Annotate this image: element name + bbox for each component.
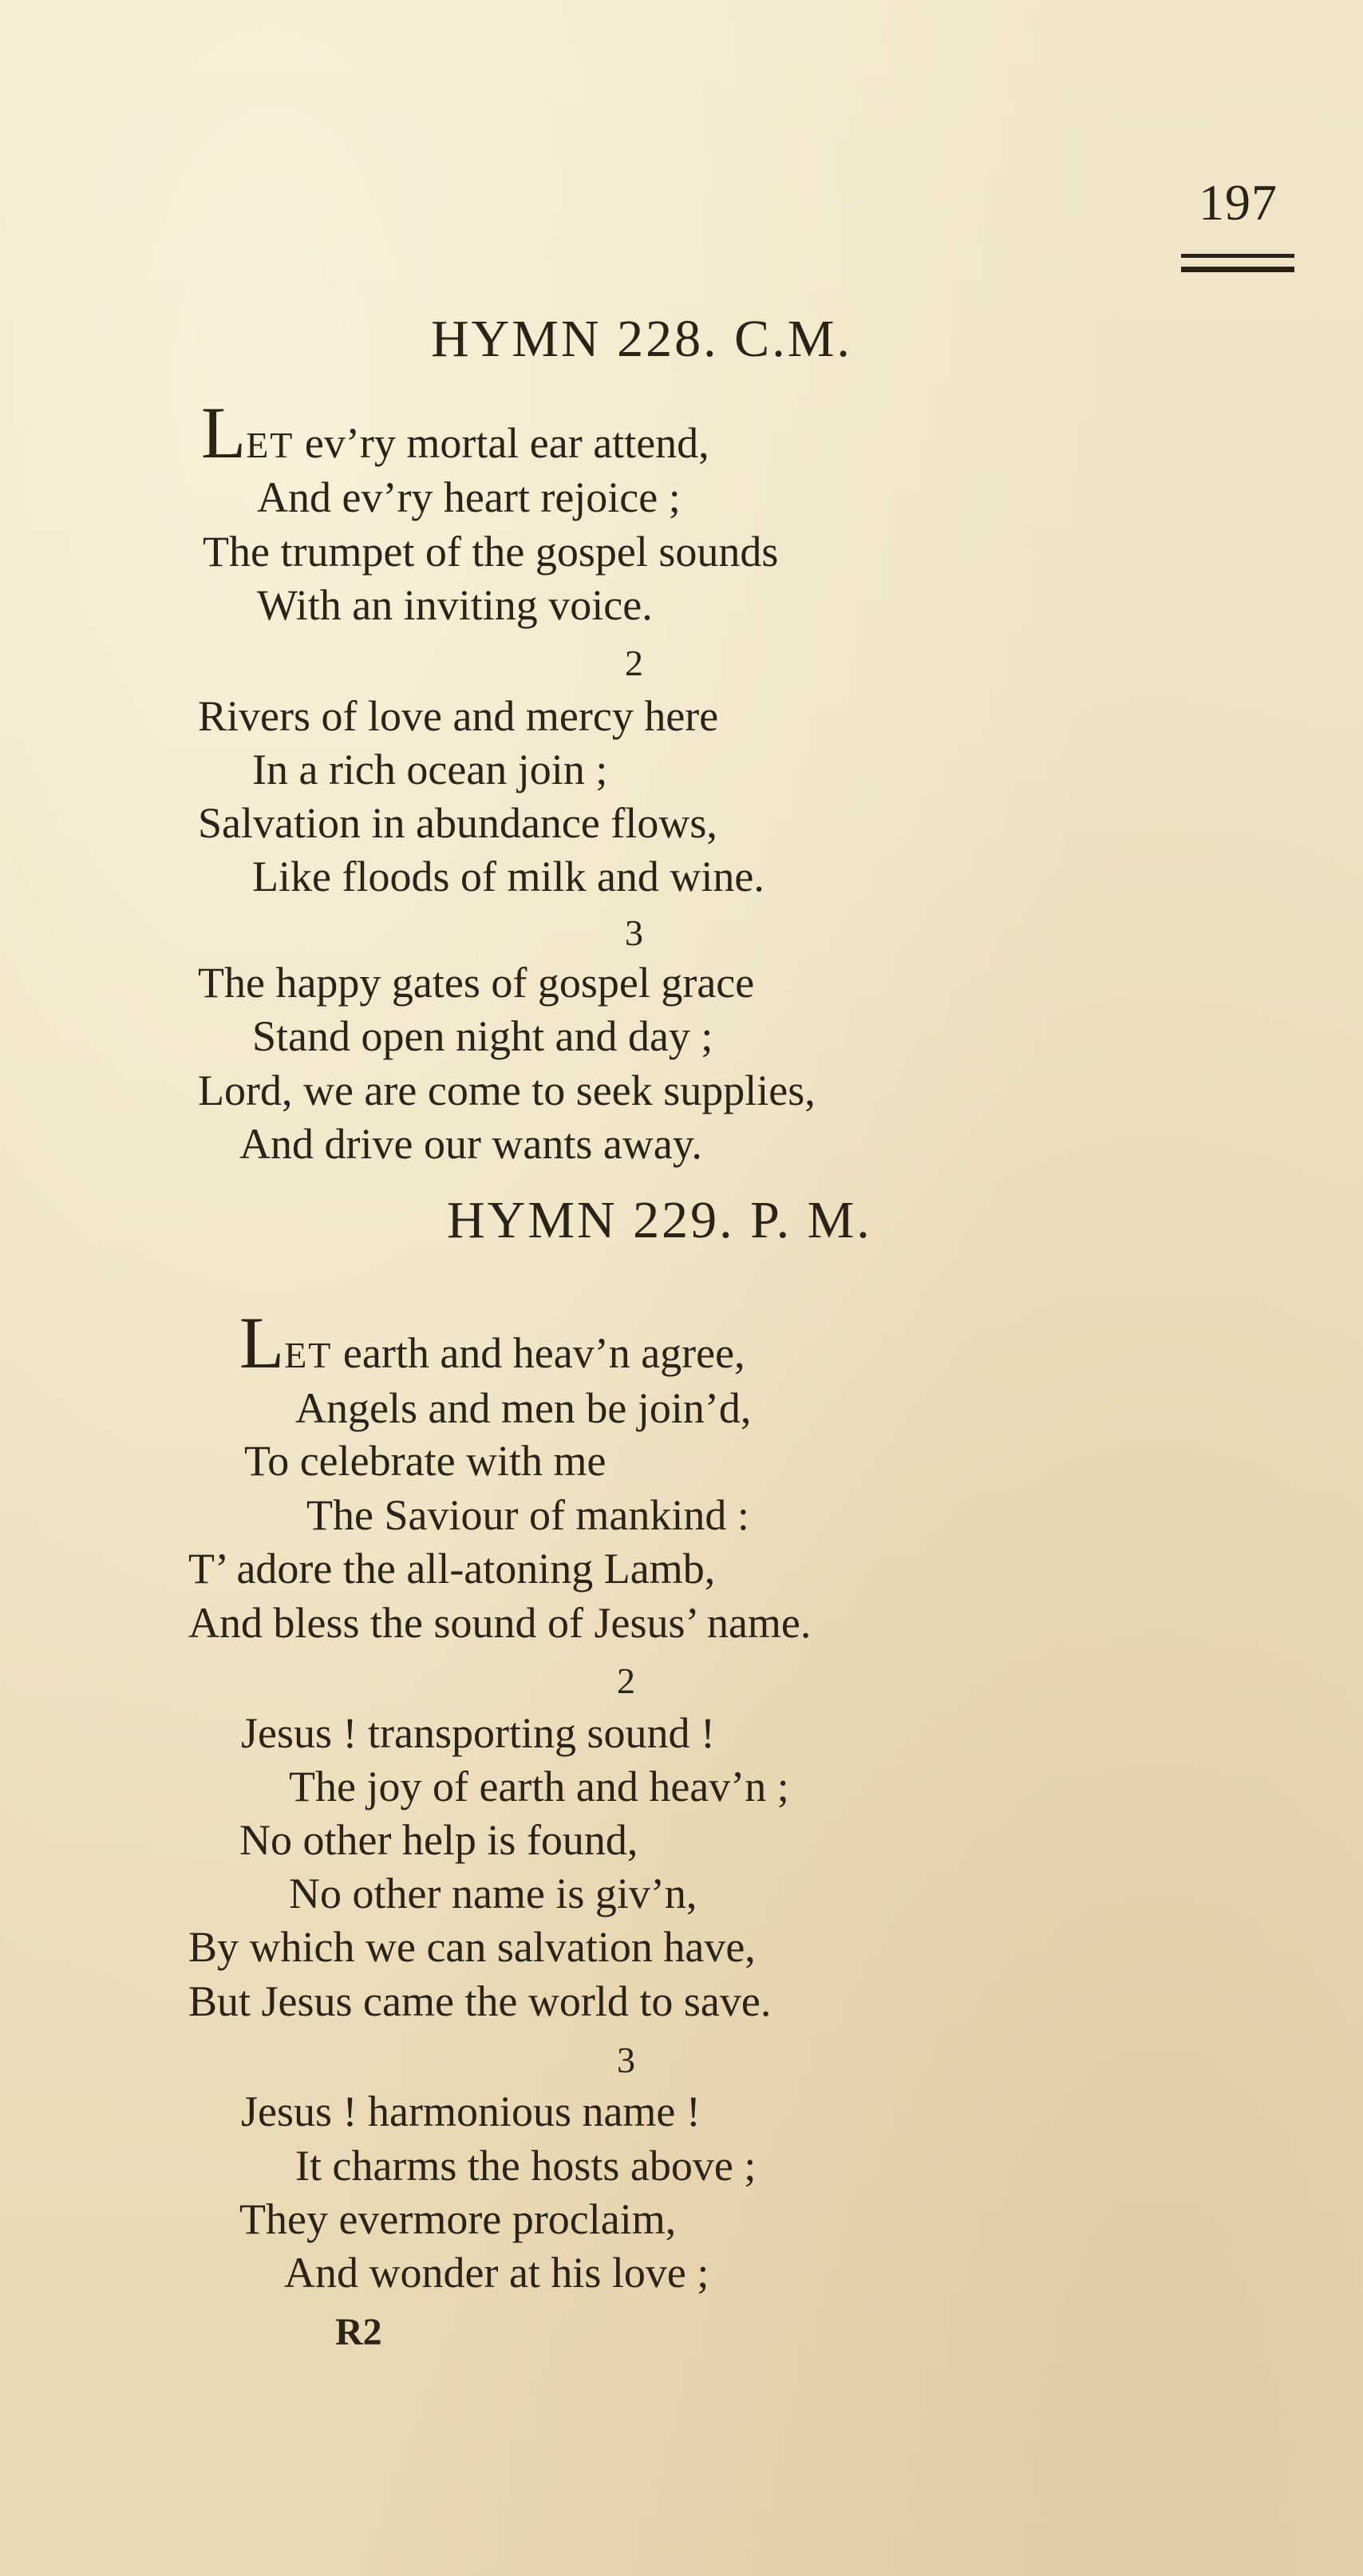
hymn-line: The happy gates of gospel grace [198,959,755,1007]
header-rule [1181,254,1294,258]
hymn-line: Lord, we are come to seek supplies, [198,1066,816,1114]
first-line-text: earth and heav’n agree, [332,1329,745,1377]
hymn-title: HYMN 228. C.M. [431,310,852,368]
hymn-line: T’ adore the all-atoning Lamb, [188,1545,716,1593]
hymn-first-line [239,1302,745,1383]
hymn-line: In a rich ocean join ; [252,746,608,793]
hymn-line: The joy of earth and heav’n ; [289,1763,789,1810]
hymn-line: By which we can salvation have, [188,1923,756,1971]
hymn-line: But Jesus came the world to save. [188,1977,772,2025]
first-line-text: ev’ry mortal ear attend, [294,419,709,467]
hymn-line: And bless the sound of Jesus’ name. [188,1599,812,1647]
verse-number: 3 [617,2040,635,2080]
verse-number: 2 [625,643,643,683]
verse-number: 3 [625,912,643,953]
hymn-line: No other name is giv’n, [289,1870,697,1917]
hymn-line: Jesus ! transporting sound ! [241,1709,715,1757]
first-word-rest: ET [284,1335,333,1375]
hymn-line: The Saviour of mankind : [306,1491,749,1539]
hymn-line: They evermore proclaim, [239,2195,677,2243]
hymn-line: Rivers of love and mercy here [198,692,719,740]
hymn-line: It charms the hosts above ; [295,2142,757,2190]
page-number: 197 [1199,174,1278,231]
hymn-line: Jesus ! harmonious name ! [241,2087,701,2135]
first-word-rest: ET [246,425,294,465]
verse-number: 2 [617,1660,635,1701]
hymn-line: And ev’ry heart rejoice ; [257,473,681,521]
hymn-line: And drive our wants away. [239,1120,702,1168]
hymn-line: Like floods of milk and wine. [252,853,764,900]
signature-mark: R2 [335,2311,382,2353]
hymn-line: The trumpet of the gospel sounds [203,528,779,576]
hymn-line: Angels and men be join’d, [295,1384,752,1432]
hymn-line: No other help is found, [239,1816,638,1864]
drop-cap: L [201,392,247,473]
hymn-line: With an inviting voice. [257,581,653,629]
hymn-line: Stand open night and day ; [252,1012,713,1060]
hymn-line: And wonder at his love ; [284,2249,709,2297]
hymn-title: HYMN 229. P. M. [447,1191,872,1249]
hymn-first-line [201,392,709,473]
drop-cap: L [239,1302,285,1383]
header-rule-thick [1181,267,1294,272]
hymn-line: To celebrate with me [244,1437,606,1485]
hymn-line: Salvation in abundance flows, [198,799,717,847]
